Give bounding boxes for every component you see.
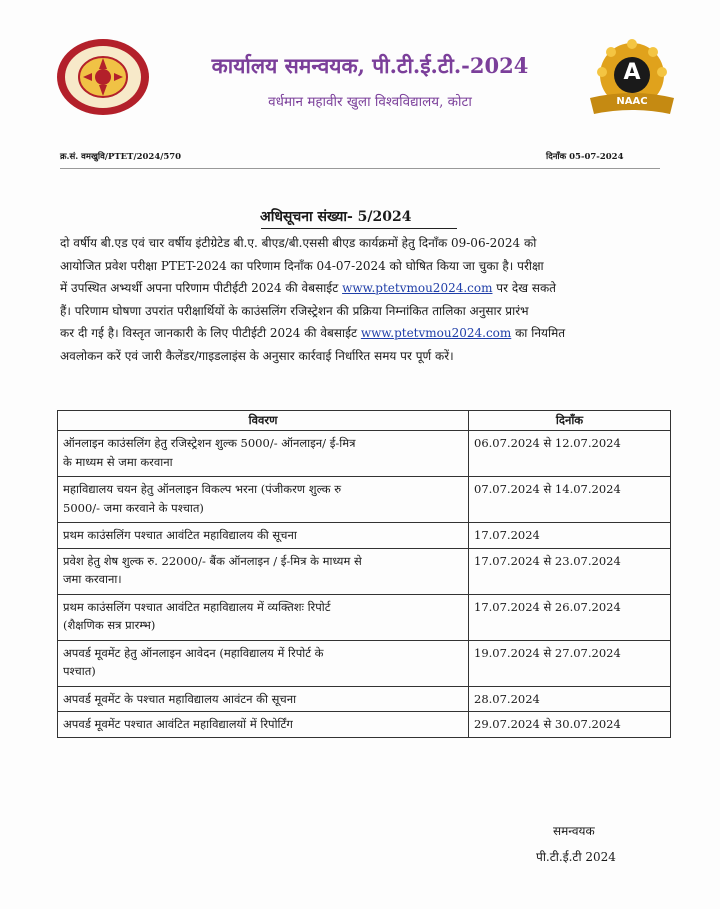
header-description: विवरण — [58, 411, 469, 431]
notice-body — [60, 232, 664, 367]
table-header-row — [58, 411, 671, 431]
row-description: प्रथम काउंसलिंग पश्चात आवंटित महाविद्यालय में व्यक्तिशः रिपोर्ट (शैक्षणिक सत्र प्रारम्भ) — [58, 594, 469, 640]
table-row — [58, 640, 671, 686]
body-line — [60, 277, 664, 300]
table-row — [58, 431, 671, 477]
table-row — [58, 594, 671, 640]
heading-underline — [261, 228, 457, 229]
reference-number: क्र.सं. वमखुवि/PTET/2024/570 — [60, 152, 182, 162]
body-line: अवलोकन करें एवं जारी कैलेंडर/गाइडलाइंस के अनुसार कार्रवाई निर्धारित समय पर पूर्ण करें। — [60, 348, 454, 363]
header-divider — [60, 168, 660, 169]
naac-badge-logo — [584, 38, 680, 120]
signatory-office: पी.टी.ई.टी 2024 — [536, 850, 616, 864]
row-description: महाविद्यालय चयन हेतु ऑनलाइन विकल्प भरना (पंजीकरण शुल्क रु 5000/- जमा करवाने के पश्चात) — [58, 477, 469, 523]
body-text: पर देख सकते — [492, 281, 557, 295]
table-row — [58, 686, 671, 712]
row-date: 19.07.2024 से 27.07.2024 — [469, 640, 671, 686]
table-row — [58, 523, 671, 549]
row-description: प्रवेश हेतु शेष शुल्क रु. 22000/- बैंक ऑनलाइन / ई-मित्र के माध्यम से जमा करवाना। — [58, 548, 469, 594]
row-description: ऑनलाइन काउंसलिंग हेतु रजिस्ट्रेशन शुल्क 5000/- ऑनलाइन/ ई-मित्र के माध्यम से जमा करवाना — [58, 431, 469, 477]
row-description: प्रथम काउंसलिंग पश्चात आवंटित महाविद्यालय की सूचना — [58, 523, 469, 549]
row-date: 28.07.2024 — [469, 686, 671, 712]
table-row — [58, 548, 671, 594]
issue-date: दिनाँक 05-07-2024 — [546, 152, 624, 162]
row-date: 17.07.2024 से 23.07.2024 — [469, 548, 671, 594]
office-title: कार्यालय समन्वयक, पी.टी.ई.टी.-2024 — [211, 53, 529, 78]
body-text: में उपस्थित अभ्यर्थी अपना परिणाम पीटीईटी 2024 की वेबसाईट — [60, 281, 343, 295]
row-date: 06.07.2024 से 12.07.2024 — [469, 431, 671, 477]
university-seal-logo — [53, 36, 153, 118]
body-text: कर दी गई है। विस्तृत जानकारी के लिए पीटीईटी 2024 की वेबसाईट — [60, 326, 361, 340]
naac-label: NAAC — [616, 96, 648, 107]
table-row — [58, 477, 671, 523]
row-date: 17.07.2024 से 26.07.2024 — [469, 594, 671, 640]
website-link[interactable]: www.ptetvmou2024.com — [360, 326, 512, 340]
naac-grade: A — [623, 60, 641, 85]
row-description: अपवर्ड मूवमेंट पश्चात आवंटित महाविद्यालयों में रिपोर्टिंग — [58, 712, 469, 738]
body-line: दो वर्षीय बी.एड एवं चार वर्षीय इंटीग्रेटेड बी.ए. बीएड/बी.एससी बीएड कार्यक्रमों हेतु दिनाँक 09-06-2024 को — [60, 236, 537, 250]
body-line: हैं। परिणाम घोषणा उपरांत परीक्षार्थियों के काउंसलिंग रजिस्ट्रेशन की प्रक्रिया निम्नांकित तालिका अनुसार प्रारंभ — [60, 303, 529, 318]
notification-heading: अधिसूचना संख्या- 5/2024 — [260, 209, 412, 225]
row-date: 07.07.2024 से 14.07.2024 — [469, 477, 671, 523]
body-line: आयोजित प्रवेश परीक्षा PTET-2024 का परिणाम दिनाँक 04-07-2024 को घोषित किया जा चुका है। परीक्षा — [60, 258, 544, 273]
header-date: दिनाँक — [469, 411, 671, 431]
body-line — [60, 322, 664, 345]
website-link[interactable]: www.ptetvmou2024.com — [342, 281, 493, 295]
schedule-table — [57, 410, 671, 738]
body-text: का नियमित — [511, 326, 566, 340]
table-row — [58, 712, 671, 738]
row-date: 17.07.2024 — [469, 523, 671, 549]
signatory-title: समन्वयक — [553, 824, 595, 838]
row-date: 29.07.2024 से 30.07.2024 — [469, 712, 671, 738]
row-description: अपवर्ड मूवमेंट के पश्चात महाविद्यालय आवंटन की सूचना — [58, 686, 469, 712]
university-name: वर्धमान महावीर खुला विश्वविद्यालय, कोटा — [268, 94, 472, 110]
row-description: अपवर्ड मूवमेंट हेतु ऑनलाइन आवेदन (महाविद्यालय में रिपोर्ट के पश्चात) — [58, 640, 469, 686]
